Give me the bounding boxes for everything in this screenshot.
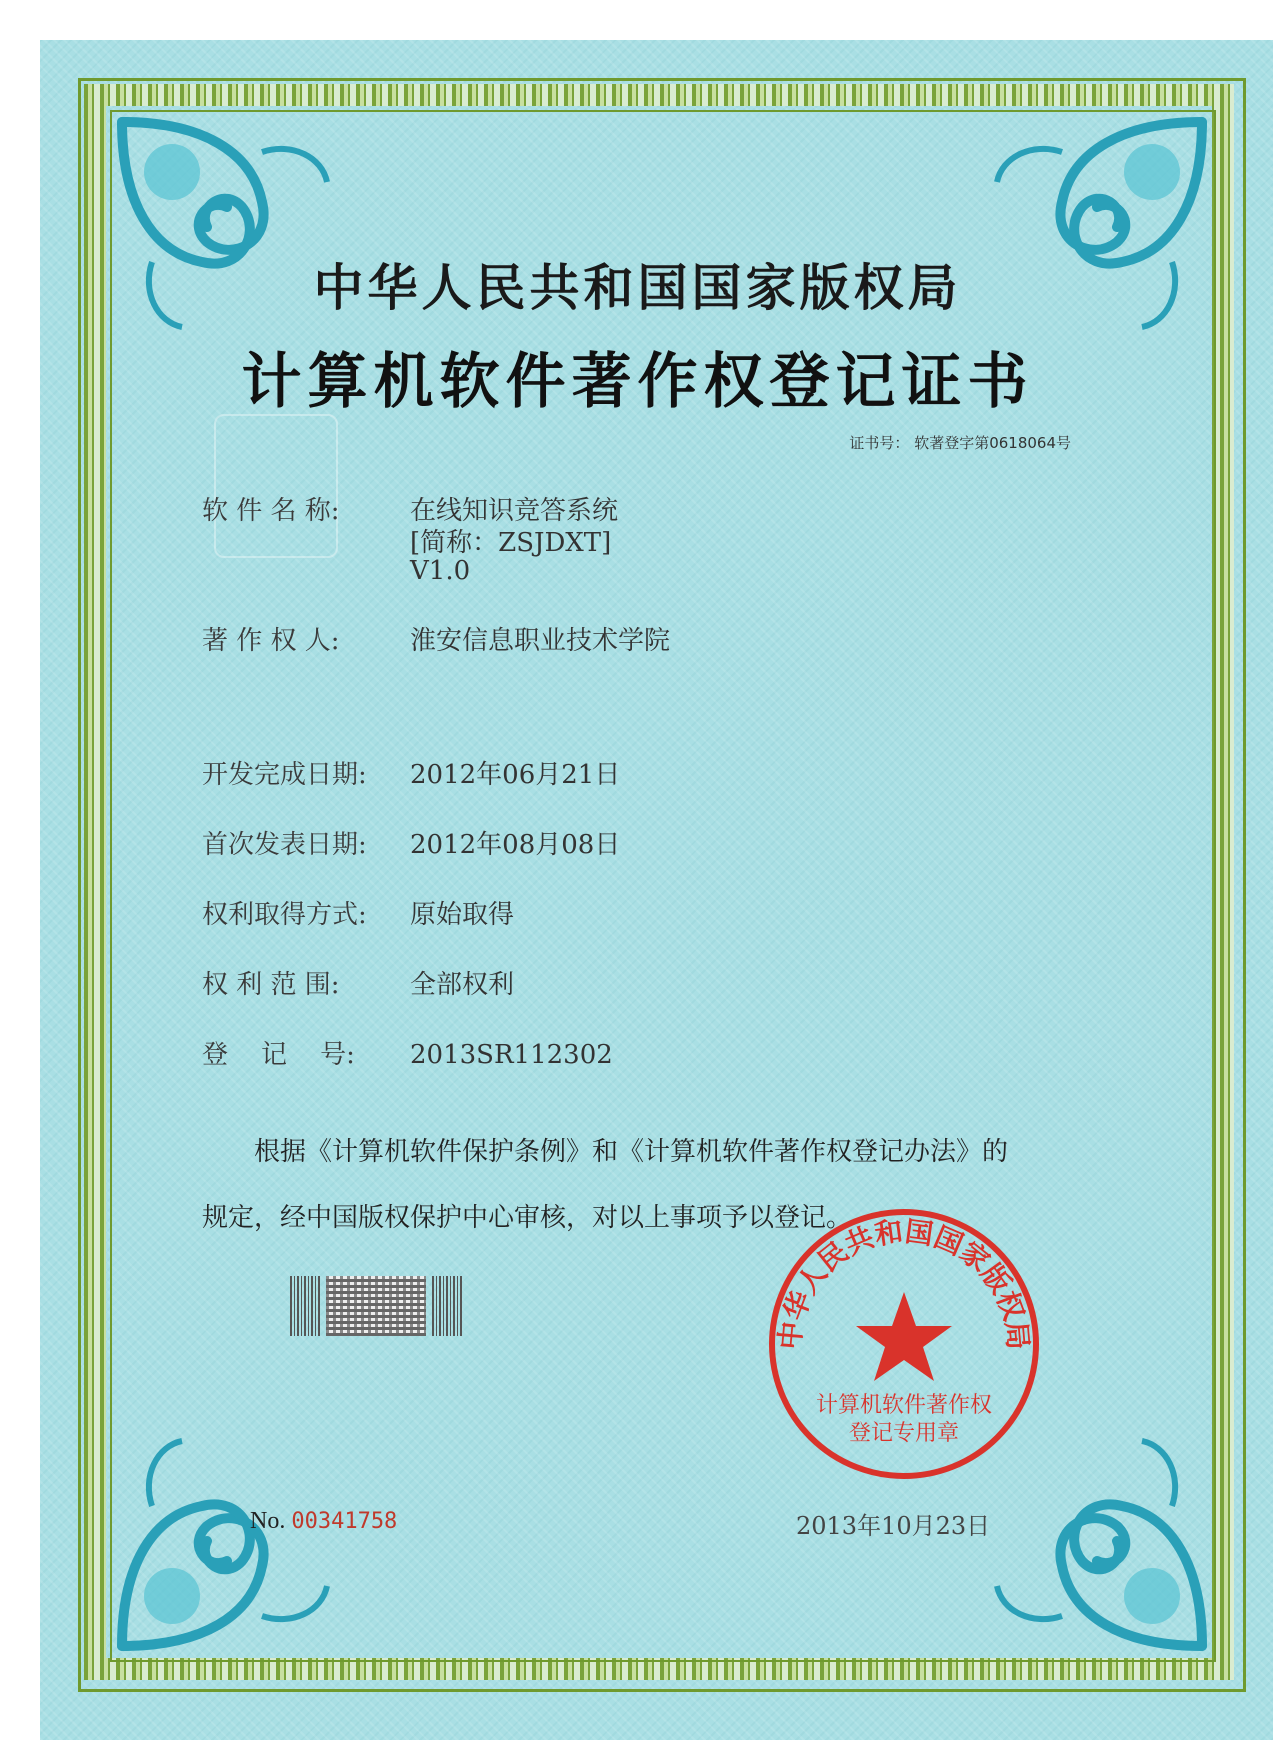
- field-value: 淮安信息职业技术学院: [410, 626, 671, 656]
- barcode-icon: [290, 1276, 462, 1336]
- serial-number: [250, 1508, 397, 1535]
- certificate-number-value: 软著登字第0618064号: [914, 434, 1071, 452]
- field-label: 开发完成日期:: [202, 760, 367, 790]
- field-value: 2013SR112302: [410, 1040, 613, 1070]
- field-value: 原始取得: [410, 900, 515, 930]
- field-label: 权 利 范 围:: [202, 970, 340, 1000]
- serial-number-value: 00341758: [291, 1509, 398, 1534]
- software-version: V1.0: [410, 556, 471, 586]
- field-value: 2012年08月08日: [410, 830, 621, 860]
- field-value: 在线知识竞答系统: [410, 496, 619, 526]
- field-value: 全部权利: [410, 970, 515, 1000]
- corner-ornament-icon: [112, 1426, 342, 1656]
- software-short-name: [简称：ZSJDXT]: [410, 528, 612, 558]
- seal-inner-line-1: 计算机软件著作权: [815, 1393, 993, 1418]
- field-label: 权利取得方式:: [202, 900, 367, 930]
- certificate-number-label: 证书号：: [849, 434, 910, 452]
- seal-inner-line-2: 登记专用章: [848, 1421, 960, 1446]
- watermark-icon: [214, 414, 338, 558]
- field-label: 首次发表日期:: [202, 830, 367, 860]
- seal-outer-text: 中华人民共和国国家版权局: [773, 1214, 1035, 1351]
- field-label: 著 作 权 人:: [202, 626, 340, 656]
- field-label: 登 记 号:: [202, 1040, 355, 1070]
- field-label: 软 件 名 称:: [202, 496, 340, 526]
- field-owner: [202, 620, 670, 657]
- field-dev-date: [202, 754, 620, 791]
- issuer-title: 中华人民共和国国家版权局: [313, 259, 962, 317]
- official-seal-icon: [764, 1204, 1044, 1484]
- statement-line-2: 规定，经中国版权保护中心审核，对以上事项予以登记。: [202, 1203, 853, 1233]
- serial-number-label: No.: [250, 1508, 286, 1534]
- statement-line-1: 根据《计算机软件保护条例》和《计算机软件著作权登记办法》的: [254, 1137, 1009, 1167]
- issue-date: 2013年10月23日: [796, 1512, 991, 1540]
- field-rights-scope: [202, 964, 514, 1001]
- certificate-title: 计算机软件著作权登记证书: [241, 347, 1034, 417]
- field-acquire-method: [202, 894, 514, 931]
- field-registration-number: [202, 1034, 613, 1071]
- certificate-number: [849, 432, 1071, 453]
- field-value: 2012年06月21日: [410, 760, 621, 790]
- field-publish-date: [202, 824, 620, 861]
